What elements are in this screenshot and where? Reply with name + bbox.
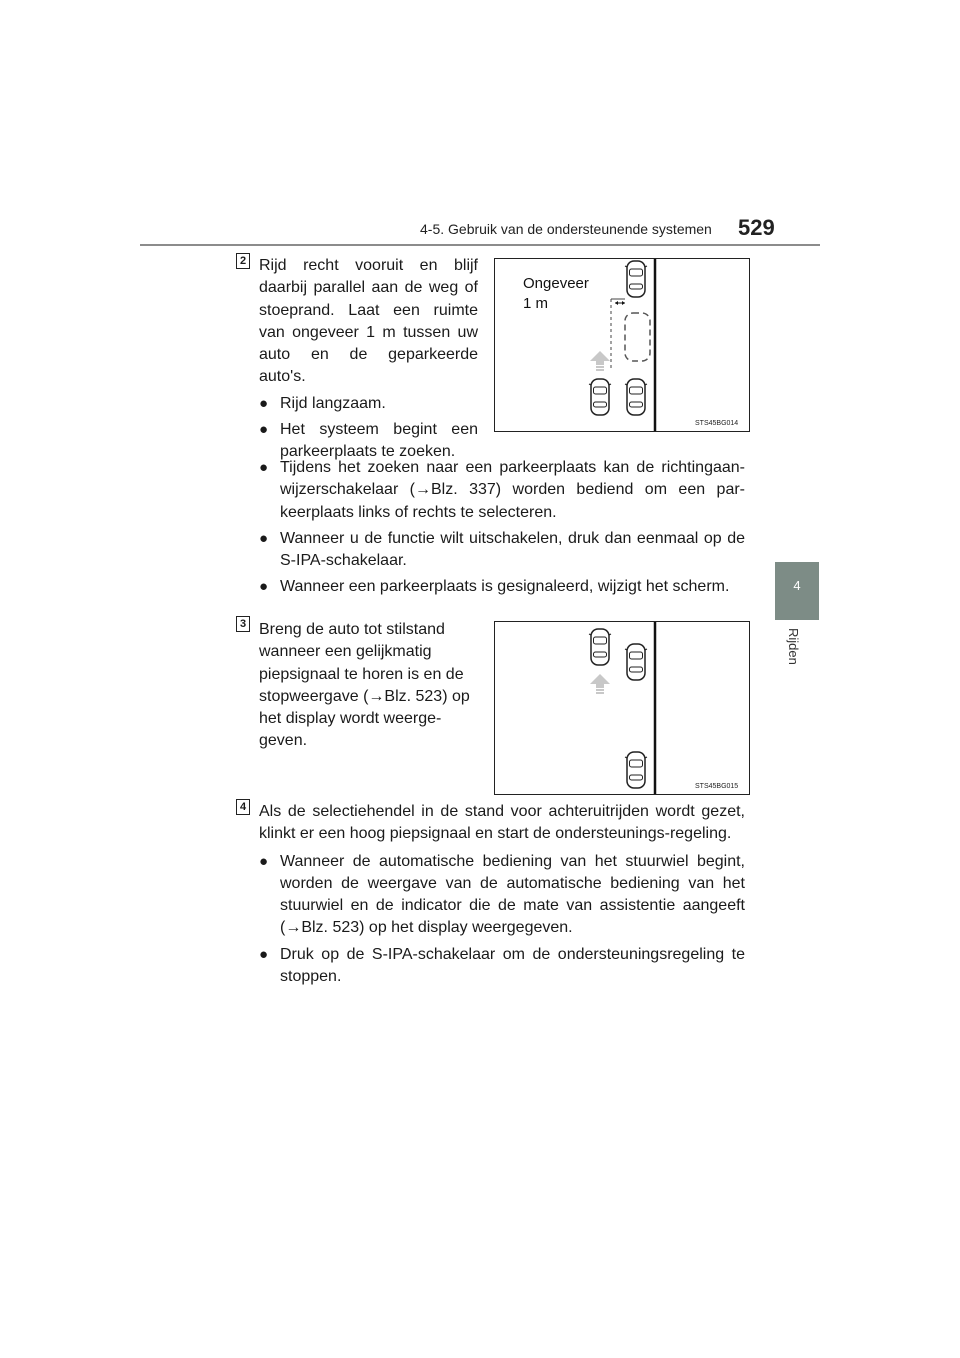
figure-stop-drawing [495, 622, 749, 794]
parking-space [625, 313, 650, 361]
bullet-text: Het systeem begint een parkeerplaats te zoeken. [280, 421, 478, 461]
distance-label: Ongeveer [523, 275, 589, 292]
bullet-item [259, 851, 745, 940]
bullet-item [259, 393, 478, 415]
bullet-text: Wanneer een parkeerplaats is gesignaleerd, wijzigt het scherm. [280, 578, 730, 596]
bullet-icon: ● [259, 394, 269, 412]
parked-car [625, 752, 647, 788]
chapter-number: 4 [793, 578, 801, 593]
step-3-text: Breng de auto tot stilstand wanneer een gelijkmatig piepsignaal te horen is en de stopweergave (→Blz. 523) op het display wordt weerge-geven. [259, 621, 470, 750]
step-4-block [259, 801, 745, 988]
bullet-icon: ● [259, 945, 269, 963]
direction-arrow-icon [590, 351, 610, 371]
bullet-icon: ● [259, 529, 269, 547]
section-title: 4-5. Gebruik van de ondersteunende systemen [420, 221, 712, 237]
figure-stop [494, 621, 750, 795]
own-car [589, 629, 611, 665]
step-marker-3: 3 [236, 616, 250, 632]
distance-value: 1 m [523, 295, 549, 312]
bullet-text: Tijdens het zoeken naar een parkeerplaats kan de richtingaan-wijzerschakelaar (→Blz. 337) worden bediend om een par-keerplaats links of rechts te selecteren. [280, 459, 745, 521]
header-rule [140, 244, 820, 246]
bullet-text: Druk op de S-IPA-schakelaar om de ondersteuningsregeling te stoppen. [280, 945, 745, 986]
figure-code: STS45BG014 [695, 420, 739, 427]
step-2-text: Rijd recht vooruit en blijf daarbij parallel aan de weg of stoeprand. Laat een ruimte van ongeveer 1 m tussen uw auto en de geparkeerde auto's. [259, 257, 478, 386]
direction-arrow-icon [590, 674, 610, 694]
chapter-label: Rijden [786, 628, 801, 665]
bullet-item [259, 528, 745, 573]
bullet-item [259, 576, 745, 598]
bullet-text: Wanneer u de functie wilt uitschakelen, druk dan eenmaal op de S-IPA-schakelaar. [280, 529, 745, 570]
step-marker-4: 4 [236, 799, 250, 815]
bullet-icon: ● [259, 421, 269, 439]
page-number: 529 [738, 215, 775, 240]
parked-car [625, 379, 647, 415]
step-marker-2: 2 [236, 253, 250, 269]
bullet-icon: ● [259, 459, 269, 476]
bullet-item [259, 944, 745, 989]
parked-car [625, 644, 647, 680]
bullet-item [259, 457, 745, 524]
bullet-text: Rijd langzaam. [280, 394, 386, 412]
own-car [589, 379, 611, 415]
step-2-block [259, 255, 478, 464]
figure-code: STS45BG015 [695, 783, 739, 790]
step-4-text: Als de selectiehendel in de stand voor achteruitrijden wordt gezet, klinkt er een hoog piepsignaal en start de ondersteunings-regeling. [259, 803, 745, 843]
bullet-text: Wanneer de automatische bediening van het stuurwiel begint, worden de weergave van de automatische bediening van het stuurwiel en de indicator die de mate van assistentie aangeeft (→Blz. 523) op het display weergegeven. [280, 852, 745, 937]
step-2-wide-bullets [259, 457, 745, 599]
bullet-icon: ● [259, 852, 269, 870]
bullet-icon: ● [259, 578, 269, 596]
parked-car [625, 261, 647, 297]
figure-parallel-drive [494, 258, 750, 432]
